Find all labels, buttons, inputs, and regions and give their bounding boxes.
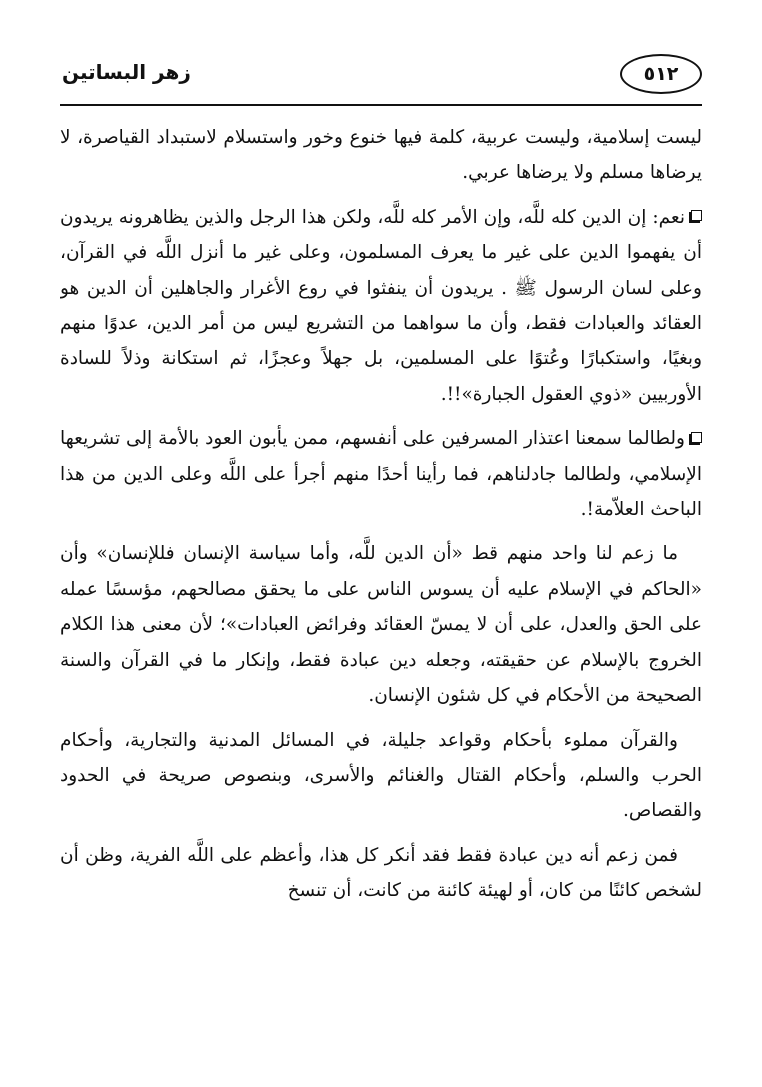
running-header <box>60 52 702 106</box>
paragraph <box>60 120 702 191</box>
book-page <box>60 52 702 1072</box>
paragraph-text: فمن زعم أنه دين عبادة فقط فقد أنكر كل هذا، وأعظم على اللَّه الفرية، وظن أن لشخص كائنًا من كان، أو لهيئة كائنة من كانت، أن تنسخ <box>60 844 702 902</box>
square-bullet-icon <box>691 210 702 221</box>
paragraph <box>60 723 702 829</box>
paragraph <box>60 838 702 909</box>
paragraph-text: والقرآن مملوء بأحكام وقواعد جليلة، في المسائل المدنية والتجارية، وأحكام الحرب والسلم، وأحكام القتال والغنائم والأسرى، وبنصوص صريحة في الحدود والقصاص. <box>60 729 702 822</box>
paragraph-text: ليست إسلامية، وليست عربية، كلمة فيها خنوع وخور واستسلام لاستبداد القياصرة، لا يرضاها مسلم ولا يرضاها عربي. <box>60 127 702 184</box>
square-bullet-icon <box>691 432 702 443</box>
paragraph <box>60 536 702 713</box>
page-number-text: ٥١٢ <box>643 63 679 85</box>
book-title: زهر البساتين <box>62 60 191 84</box>
paragraph <box>60 421 702 527</box>
paragraph <box>60 200 702 412</box>
body-text <box>60 120 702 909</box>
paragraph-text: نعم: إن الدين كله للَّه، وإن الأمر كله للَّه، ولكن هذا الرجل والذين يظاهرونه يريدون أن يفهموا الدين على غير ما يعرف المسلمون، وعلى غير ما أنزل اللَّه في القرآن، وعلى لسان الرسول ﷺ . يريدون أن ينفثوا في روع الأغرار والجاهلين أن الدين هو العقائد والعبادات فقط، وأن ما سواهما من التشريع ليس من أمر الدين، عدوًا منهم وبغيًا، واستكبارًا وعُتوًا على المسلمين، بل جهلاً وعجزًا، ثم استكانة وذلاً للسادة الأوربيين «ذوي العقول الجبارة»!!. <box>60 206 702 405</box>
paragraph-text: ما زعم لنا واحد منهم قط «أن الدين للَّه، وأما سياسة الإنسان فللإنسان» وأن «الحاكم في الإسلام عليه أن يسوس الناس على ما يحقق مصالحهم، مؤسسًا عمله على الحق والعدل، على أن لا يمسّ العقائد وفرائض العبادات»؛ لأن معنى هذا الكلام الخروج بالإسلام عن حقيقته، وجعله دين عبادة فقط، وإنكار ما في القرآن والسنة الصحيحة من الأحكام في كل شئون الإنسان. <box>60 543 702 707</box>
page-number <box>620 54 702 94</box>
paragraph-text: ولطالما سمعنا اعتذار المسرفين على أنفسهم، ممن يأبون العود بالأمة إلى تشريعها الإسلامي، ولطالما جادلناهم، فما رأينا أحدًا منهم أجرأ على اللَّه وعلى الدين من هذا الباحث العلاّمة!. <box>60 428 702 521</box>
